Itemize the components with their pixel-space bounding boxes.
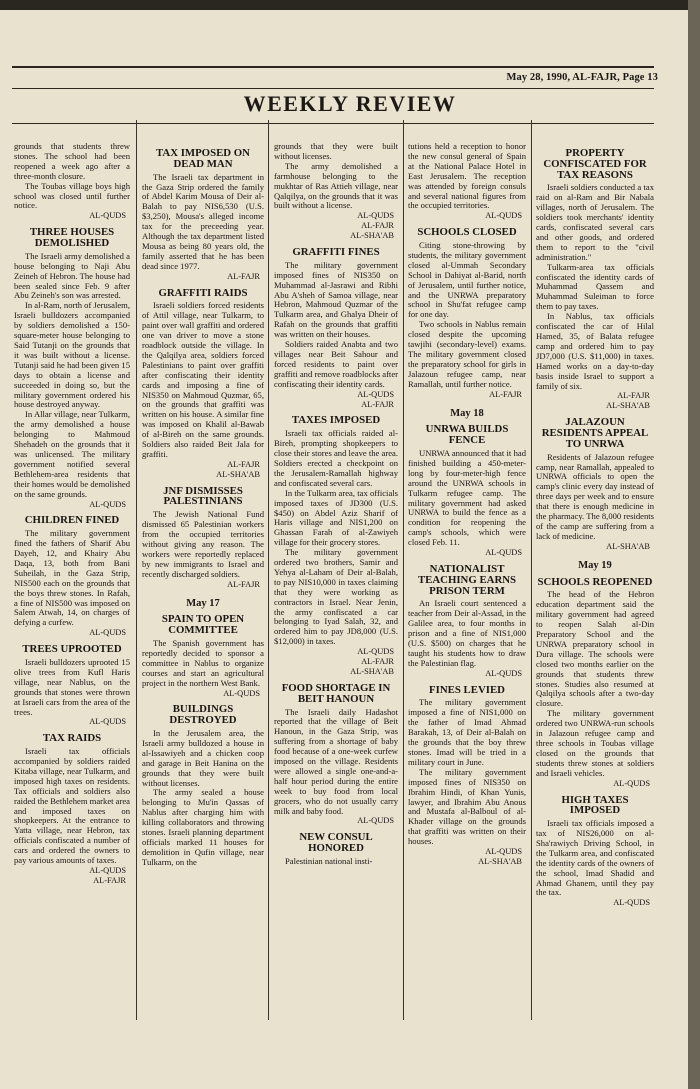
article-paragraph: UNRWA announced that it had finished building a 450-meter-long by four-meter-high fence around the UNRWA schools in Tulkarm refugee camp. The military government had asked UNRWA to build the fence as a condition for reopening the camp's schools, which were closed Feb. 11. (408, 448, 526, 548)
source-credit: AL-QUDS (485, 668, 522, 678)
article-paragraph: Soldiers raided Anabta and two villages near Beit Sahour and forced residents to paint over graffiti and remove roadblocks after confiscating their identity cards. (274, 339, 398, 389)
header-rule-bottom (12, 88, 654, 89)
article-headline: BUILDINGS DESTROYED (169, 703, 237, 727)
article-headline: SPAIN TO OPEN COMMITTEE (161, 613, 245, 637)
article-paragraph: The Jewish National Fund dismissed 65 Palestinian workers from the occupied territories without giving any reason. The workers were reportedly replaced by new immigrants to Israel and recently discharged soldiers. (142, 509, 264, 579)
source-credit: AL-SHA'AB (216, 469, 260, 479)
article-headline: SCHOOLS REOPENED (537, 575, 653, 588)
source-credit: AL-QUDS (89, 499, 126, 509)
source-credit: AL-QUDS (223, 688, 260, 698)
article-paragraph: The military government imposed fines of NIS350 on Ibrahim Hindi, of Khan Yunis, lawyer, and Ibrahim Abu Anous and Mustafa al-Balboul of al-Khader village on the grounds that graffiti was written on their houses. (408, 766, 526, 847)
date-heading: May 18 (450, 407, 484, 419)
article-headline: CHILDREN FINED (24, 514, 120, 527)
source-credit: AL-FAJR (361, 657, 394, 667)
date-heading: May 17 (186, 597, 220, 609)
source-credit: AL-SHA'AB (606, 541, 650, 551)
article-paragraph: grounds that students threw stones. The school had been reopened a week ago after a three-month closure. (14, 141, 130, 181)
source-credit: AL-QUDS (485, 548, 522, 558)
source-credit: AL-QUDS (89, 865, 126, 875)
article-paragraph: The army sealed a house belonging to Mu'in Qassas of Nablus after charging him with killing collaborators and throwing stones. Israeli planning department officials marked 11 houses for demolition in Qufin village, near Tulkarm, on the (142, 787, 264, 867)
article-paragraph: The military government ordered two UNRWA-run schools in Jalazoun refugee camp and three schools in Toubas village closed on the grounds that students threw stones at soldiers and Israeli vehicles. (536, 708, 654, 778)
article-headline: GRAFFITI FINES (292, 246, 380, 259)
column-4 (408, 142, 526, 867)
source-credit: AL-QUDS (613, 898, 650, 908)
source-credit: AL-QUDS (357, 647, 394, 657)
article-paragraph: Israeli tax officials raided al-Bireh, prompting shopkeepers to close their stores and leave the area. Soldiers erected a checkpoint on the Jerusalem-Ramallah highway and confiscated several cars. (274, 428, 398, 488)
article-paragraph: The military government imposed fines of NIS350 on Muhammad al-Jasrawi and Ribhi Abu A'sheh of Samoa village, near Hebron, Mahmoud Quzmar of the Tulkarm area, and Ghalya Dheir of Rafah on the grounds that graffiti was written on their houses. (274, 259, 398, 340)
article-headline: FOOD SHORTAGE IN BEIT HANOUN (281, 681, 391, 705)
column-divider (268, 120, 269, 1020)
source-credit: AL-FAJR (227, 459, 260, 469)
article-paragraph: The Toubas village boys high school was closed until further notice. (14, 180, 130, 211)
source-credit: AL-FAJR (489, 389, 522, 399)
source-credit: AL-SHA'AB (350, 231, 394, 241)
article-paragraph: In the Tulkarm area, tax officials imposed taxes of JD300 (U.S. $450) on Abdel Aziz Sharif of Haris village and NIS1,200 on Ghassan Farah of al-Zawiyeh village for their grocery stores. (274, 487, 398, 548)
article-paragraph: The military government imposed a fine of NIS1,000 on the father of Imad Ahmad Barakah, 13, of Deir al-Balah on the grounds that the boy threw stones. Imad will be tried in a military court in June. (408, 697, 526, 767)
article-headline: TAX RAIDS (42, 732, 102, 745)
article-headline: HIGH TAXES IMPOSED (561, 793, 629, 817)
article-headline: NATIONALIST TEACHING EARNS PRISON TERM (417, 563, 517, 597)
article-paragraph: Residents of Jalazoun refugee camp, near Ramallah, appealed to UNRWA officials to open the camp's clinic every day instead of three days per week and to ensure that there is enough medicine in the pharmacy. The 8,000 residents of the camp are suffering from a lack of medicine. (536, 451, 654, 541)
column-divider (531, 120, 532, 1020)
article-paragraph: The military government fined the fathers of Sharif Abu Dayeh, 12, and Khairy Abu Daqa, 13, both from Bani Suheilah, in the Gaza Strip, NIS500 each on the grounds that the boys threw stones. In Rafah, a fine of NIS500 was imposed on Salem Atwah, 14, on charges of defying a curfew. (14, 528, 130, 628)
source-credit: AL-FAJR (93, 875, 126, 885)
article-headline: FINES LEVIED (429, 683, 505, 696)
column-5 (536, 142, 654, 908)
article-paragraph: The military government ordered two brothers, Samir and Yehya al-Laham of Deir al-Balah, to pay NIS10,000 in taxes claiming that they were working as contractors in Israel. Near Jenin, the army confiscated a car belonging to Iyad Salah, 32, and ordered him to pay JD8,000 (U.S. $12,000) in taxes. (274, 547, 398, 647)
source-credit: AL-QUDS (485, 211, 522, 221)
source-credit: AL-FAJR (617, 391, 650, 401)
source-credit: AL-FAJR (361, 399, 394, 409)
article-paragraph: The Spanish government has reportedly decided to sponsor a committee in Nablus to organize courses and start an agricultural project in the northern West Bank. (142, 638, 264, 688)
source-credit: AL-FAJR (227, 579, 260, 589)
article-headline: GRAFFITI RAIDS (158, 286, 248, 299)
article-paragraph: Two schools in Nablus remain closed despite the upcoming tawjihi (secondary-level) exams. The military government closed the preparatory school for girls in Jalazoun refugee camp, near Ramallah, until further notice. (408, 319, 526, 389)
source-credit: AL-QUDS (485, 847, 522, 857)
section-banner: WEEKLY REVIEW (243, 91, 457, 116)
article-paragraph: Citing stone-throwing by students, the military government closed al-Ummah Secondary School in Dahiyat al-Barid, north of Jerusalem, until further notice, and the UNRWA preparatory school in Shu'fat refugee camp for one day. (408, 240, 526, 320)
article-headline: THREE HOUSES DEMOLISHED (29, 226, 115, 250)
source-credit: AL-QUDS (357, 211, 394, 221)
article-headline: TREES UPROOTED (22, 643, 122, 656)
top-border (0, 0, 700, 10)
article-paragraph: Israeli soldiers forced residents of Attil village, near Tulkarm, to paint over wall graffiti and ordered one van driver to move a stone roadblock outside the village. In the Qalqilya area, soldiers forced Palestinians to paint over graffiti after confiscating their identity cards and imposing a fine of NIS350 on Mahmoud Quzmar, 65, on the grounds that graffiti was written on his house. A similar fine was imposed on Khalil al-Bawab of al-Bireh on the same grounds. Soldiers also raided Beit Jala for graffiti. (142, 300, 264, 459)
article-paragraph: In Allar village, near Tulkarm, the army demolished a house belonging to Mahmoud Shehadeh on the grounds that it was unlicensed. The military government notified several Bethlehem-area residents that their homes would be demolished on the same grounds. (14, 409, 130, 499)
source-credit: AL-QUDS (89, 717, 126, 727)
column-3 (274, 142, 398, 867)
article-headline: JALAZOUN RESIDENTS APPEAL TO UNRWA (541, 416, 649, 450)
source-credit: AL-SHA'AB (478, 856, 522, 866)
source-credit: AL-QUDS (357, 389, 394, 399)
article-paragraph: In al-Ram, north of Jerusalem, Israeli bulldozers accompanied by soldiers demolished a 150-square-meter house belonging to Said Tutanji on the grounds that it was built without a license. Tutanji said he had been given 15 days to obtain a license and succeeded in doing so, but the military government ordered his house destroyed anyway. (14, 300, 131, 410)
article-paragraph: Israeli tax officials accompanied by soldiers raided Kitaba village, near Tulkarm, and imposed high taxes on residents. Tax officials and soldiers also raided the Bethlehem market area and imposed taxes on shopkeepers. At the entrance to Yatta village, near Hebron, tax officials confiscated a number of cars and ordered the owners to pay various amounts of taxes. (14, 746, 130, 866)
date-heading: May 19 (578, 559, 612, 571)
article-paragraph: In the Jerusalem area, the Israeli army bulldozed a house in al-Issawiyeh and a chicken coop and garage in Beit Hanina on the grounds that they were built without licenses. (142, 728, 264, 788)
page-edge (688, 0, 700, 1089)
source-credit: AL-QUDS (357, 816, 394, 826)
article-paragraph: Palestinian national insti- (285, 855, 373, 866)
article-headline: TAX IMPOSED ON DEAD MAN (156, 147, 250, 170)
article-headline: TAXES IMPOSED (291, 414, 381, 427)
column-1 (14, 142, 130, 886)
source-credit: AL-QUDS (613, 778, 650, 788)
article-paragraph: The head of the Hebron education department said the military government had agreed to reopen Salah al-Din Preparatory School and the UNRWA preparatory school in Dura village. The schools were closed two months earlier on the grounds that students threw stones. Studies also resumed at Qalqilya schools after a two-day closure. (536, 589, 654, 709)
source-credit: AL-QUDS (89, 628, 126, 638)
column-divider (136, 120, 137, 1020)
article-headline: NEW CONSUL HONORED (299, 831, 373, 855)
column-divider (403, 120, 404, 1020)
header-rule-top (12, 66, 654, 68)
column-2 (142, 142, 264, 868)
article-paragraph: Israeli soldiers conducted a tax raid on al-Ram and Bir Nabala villages, north of Jerusalem. The soldiers took merchants' identity cards, confiscated several cars and other goods, and ordered them to report to the "civil administration." (536, 182, 654, 262)
article-paragraph: The Israeli army demolished a house belonging to Naji Abu Zeineh of Hebron. The house had been sealed since Feb. 9 after Abu Zeineh's son was arrested. (14, 250, 130, 301)
article-paragraph: Israeli bulldozers uprooted 15 olive trees from Kufl Haris village, near Nablus, on the grounds that stones were thrown at Israeli cars from the area of the trees. (14, 656, 130, 717)
article-paragraph: The Israeli tax department in the Gaza Strip ordered the family of Abdel Karim Mousa of Deir al-Balah to pay NIS6,530 (U.S. $3,250), Mousa's alleged income tax for the preceeding year. Although the tax department listed Mousa as being 80 years old, the family asserted that he has been dead since 1977. (142, 171, 264, 271)
article-paragraph: tutions held a reception to honor the new consul general of Spain at the National Palace Hotel in East Jerusalem. The reception was attended by foreign consuls and several national figures from the occupied territories. (408, 141, 526, 211)
page-header: May 28, 1990, AL-FAJR, Page 13 (506, 72, 658, 83)
banner-rule (12, 123, 654, 124)
article-headline: PROPERTY CONFISCATED FOR TAX REASONS (543, 147, 647, 181)
article-paragraph: Israeli tax officials imposed a tax of NIS26,000 on al-Sha'rawiych Driving School, in the Tulkarm area, and confiscated the identity cards of the owners of the school, Imad Shadid and Ahmad Ghanem, until they pay the tax. (536, 818, 654, 898)
source-credit: AL-SHA'AB (606, 401, 650, 411)
article-paragraph: In Nablus, tax officials confiscated the car of Hilal Hamed, 35, of Balata refugee camp and ordered him to pay JD7,000 (U.S. $11,000) in taxes. Hamed works on a day-to-day basis inside Israel to support a family of six. (536, 311, 654, 391)
article-headline: JNF DISMISSES PALESTINIANS (163, 484, 243, 508)
article-headline: UNRWA BUILDS FENCE (425, 423, 509, 447)
article-paragraph: Tulkarm-area tax officials confiscated the identity cards of Muhammad Qassem and Muhammad Suleiman to force them to pay taxes. (536, 261, 654, 312)
article-paragraph: The army demolished a farmhouse belonging to the mukhtar of Ras Attieh village, near Qalqilya, on the grounds that it was built without a license. (274, 160, 398, 211)
article-headline: SCHOOLS CLOSED (417, 226, 517, 239)
article-paragraph: The Israeli daily Hadashot reported that the village of Beit Hanoun, in the Gaza Strip, was suffering from a shortage of baby food because of a one-week curfew imposed on the village. Residents were allowed a single one-and-a-half hour period during the entire week to buy food from local grocers, who do not usually carry milk and baby food. (274, 706, 398, 816)
source-credit: AL-SHA'AB (350, 667, 394, 676)
article-paragraph: An Israeli court sentenced a teacher from Deir al-Assad, in the Galilee area, to four months in prison and a fine of NIS1,000 (U.S. $500) on charges that he taught his students how to draw the Palestinian flag. (408, 598, 526, 668)
source-credit: AL-FAJR (227, 271, 260, 281)
source-credit: AL-FAJR (361, 221, 394, 231)
article-paragraph: grounds that they were built without licenses. (274, 141, 398, 161)
source-credit: AL-QUDS (89, 211, 126, 221)
